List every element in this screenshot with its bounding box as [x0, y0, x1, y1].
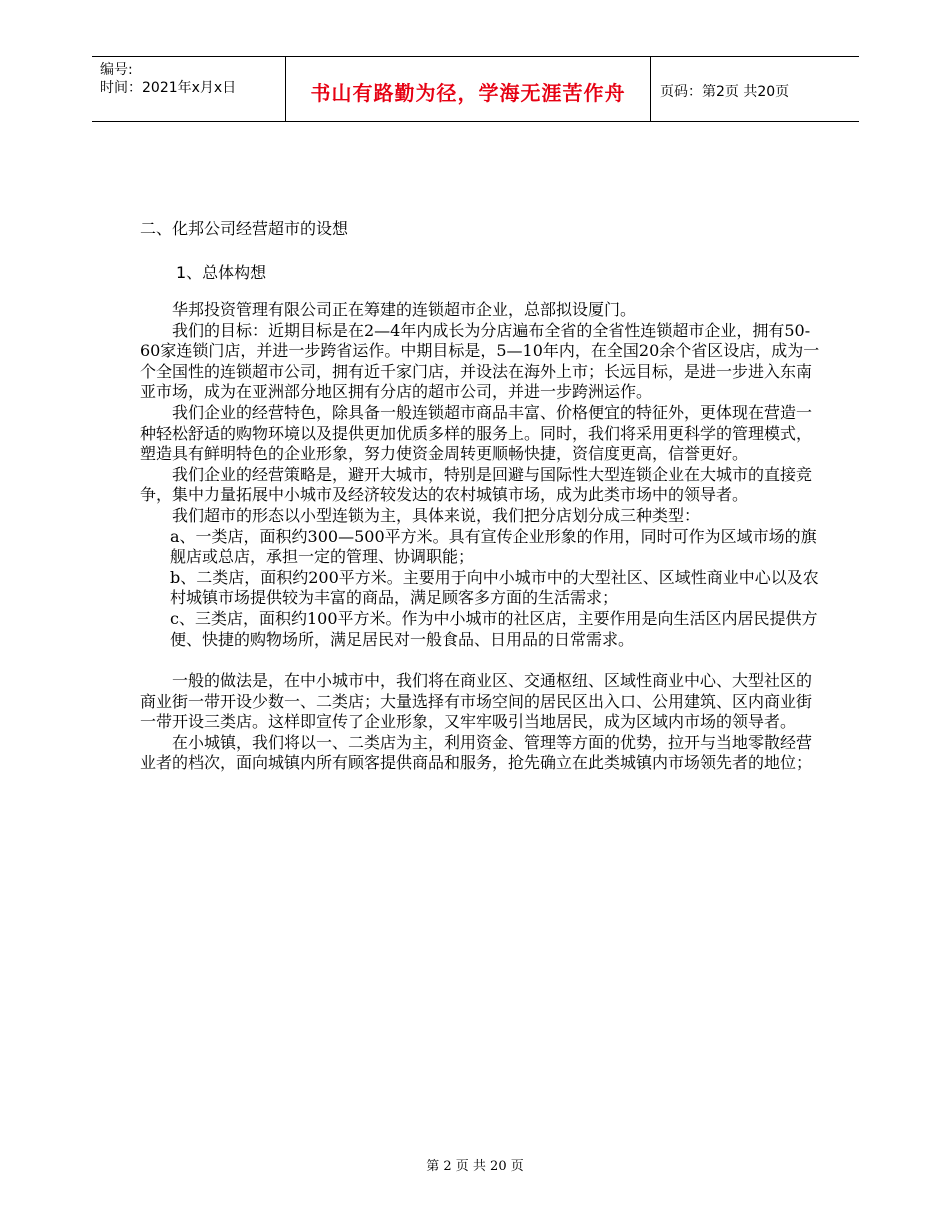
- header-time: 时间：2021年x月x日: [100, 80, 237, 96]
- header-number-label: 编号:: [100, 62, 133, 78]
- paragraph: 我们的目标：近期目标是在2—4年内成长为分店遍布全省的全省性连锁超市企业，拥有50-60家连锁门店，并进一步跨省运作。中期目标是，5—10年内，在全国20余个省区设店，成为一个全国性的连锁超市公司，拥有近千家门店，并设法在海外上市；长远目标，是进一步进入东南亚市场，成为在亚洲部分地区拥有分店的超市公司，并进一步跨洲运作。: [140, 320, 820, 402]
- paragraph: 一般的做法是，在中小城市中，我们将在商业区、交通枢纽、区域性商业中心、大型社区的商业街一带开设少数一、二类店；大量选择有市场空间的居民区出入口、公用建筑、区内商业街一带开设三类店。这样即宣传了企业形象，又牢牢吸引当地居民，成为区域内市场的领导者。: [140, 671, 813, 732]
- header-page-info: 页码：第2页 共20页: [660, 84, 790, 100]
- page-footer: 第 2 页 共 20 页: [426, 1159, 524, 1174]
- paragraph: 我们企业的经营特色，除具备一般连锁超市商品丰富、价格便宜的特征外，更体现在营造一种轻松舒适的购物环境以及提供更加优质多样的服务上。同时，我们将采用更科学的管理模式，塑造具有鲜明特色的企业形象，努力使资金周转更顺畅快捷，资信度更高，信誉更好。: [140, 402, 813, 464]
- paragraph: 我们超市的形态以小型连锁为主，具体来说，我们把分店划分成三种类型：: [172, 505, 701, 525]
- list-item: a、一类店，面积约300—500平方米。具有宣传企业形象的作用，同时可作为区域市场的旗舰店或总店，承担一定的管理、协调职能；: [170, 526, 817, 567]
- header-meta: [100, 61, 236, 97]
- paragraph: 在小城镇，我们将以一、二类店为主，利用资金、管理等方面的优势，拉开与当地零散经营业者的档次，面向城镇内所有顾客提供商品和服务，抢先确立在此类城镇内市场领先者的地位；: [140, 732, 813, 773]
- document-body: [140, 300, 820, 774]
- paragraph: 我们企业的经营策略是，避开大城市，特别是回避与国际性大型连锁企业在大城市的直接竞争，集中力量拓展中小城市及经济较发达的农村城镇市场，成为此类市场中的领导者。: [140, 464, 813, 505]
- subsection-title: 1、总体构想: [176, 263, 267, 282]
- header-divider: [650, 57, 651, 121]
- list-item: c、三类店，面积约100平方米。作为中小城市的社区店，主要作用是向生活区内居民提供方便、快捷的购物场所，满足居民对一般食品、日用品的日常需求。: [170, 608, 818, 649]
- list-item: b、二类店，面积约200平方米。主要用于向中小城市中的大型社区、区域性商业中心以及农村城镇市场提供较为丰富的商品，满足顾客多方面的生活需求；: [170, 567, 819, 608]
- page-header: [92, 56, 859, 122]
- section-title: 二、化邦公司经营超市的设想: [140, 219, 349, 238]
- paragraph: 华邦投资管理有限公司正在筹建的连锁超市企业，总部拟设厦门。: [172, 300, 637, 319]
- paragraph-gap: [140, 650, 820, 671]
- header-motto: 书山有路勤为径，学海无涯苦作舟: [310, 81, 626, 105]
